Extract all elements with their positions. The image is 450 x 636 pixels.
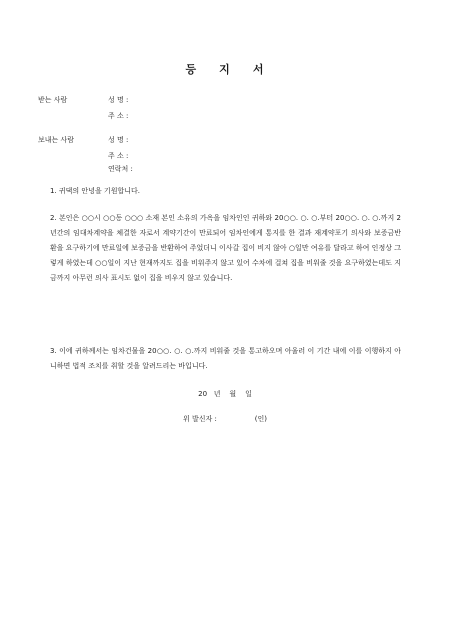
sender-address-label: 주 소 : <box>108 152 129 160</box>
date-line: 20 년 월 일 <box>198 390 252 398</box>
recipient-address-label: 주 소 : <box>108 112 129 120</box>
paragraph-2: 2. 본인은 ○○시 ○○동 ○○○ 소재 본인 소유의 가옥을 임차인인 귀하와 20○○. ○. ○.부터 20○○. ○. ○.까지 2년간의 임대차계약을 체결한 자로서 계약기간이 만료되어 임차인에게 통지를 한 결과 재계약포기 의사와 보증금반환을 요구하기에 만료일에 보증금을 반환하여 주었더니 이사갈 집이 비지 않아 ○일만 여유를 달라고 하여 인정상 그렇게 하였는데 ○○일이 지난 현재까지도 집을 비워주지 않고 있어 수차에 걸쳐 집을 비워줄 것을 요구하였는데도 지금까지 아무런 의사 표시도 없이 집을 비우지 않고 있습니다. <box>50 214 401 282</box>
paragraph-1: 1. 귀댁의 안녕을 기원합니다. <box>50 187 140 195</box>
title-char: 지 <box>219 63 231 76</box>
sender-contact-label: 연락처 : <box>108 165 133 173</box>
recipient-name-label: 성 명 : <box>108 96 129 104</box>
title-char: 서 <box>252 63 265 76</box>
title-char: 등 <box>185 63 198 76</box>
sender-section-label: 보내는 사람 <box>38 136 75 144</box>
recipient-section-label: 받는 사람 <box>38 96 68 104</box>
paragraph-3: 3. 이에 귀하께서는 임차건물을 20○○. ○. ○.까지 비워줄 것을 통고하오며 아울러 이 기간 내에 이를 이행하지 아니하면 법적 조치를 취할 것을 알려드리는 바입니다. <box>50 347 401 370</box>
signature-line: 위 발신자 : (인) <box>183 415 267 423</box>
document-title <box>0 64 450 75</box>
sender-name-label: 성 명 : <box>108 136 129 144</box>
